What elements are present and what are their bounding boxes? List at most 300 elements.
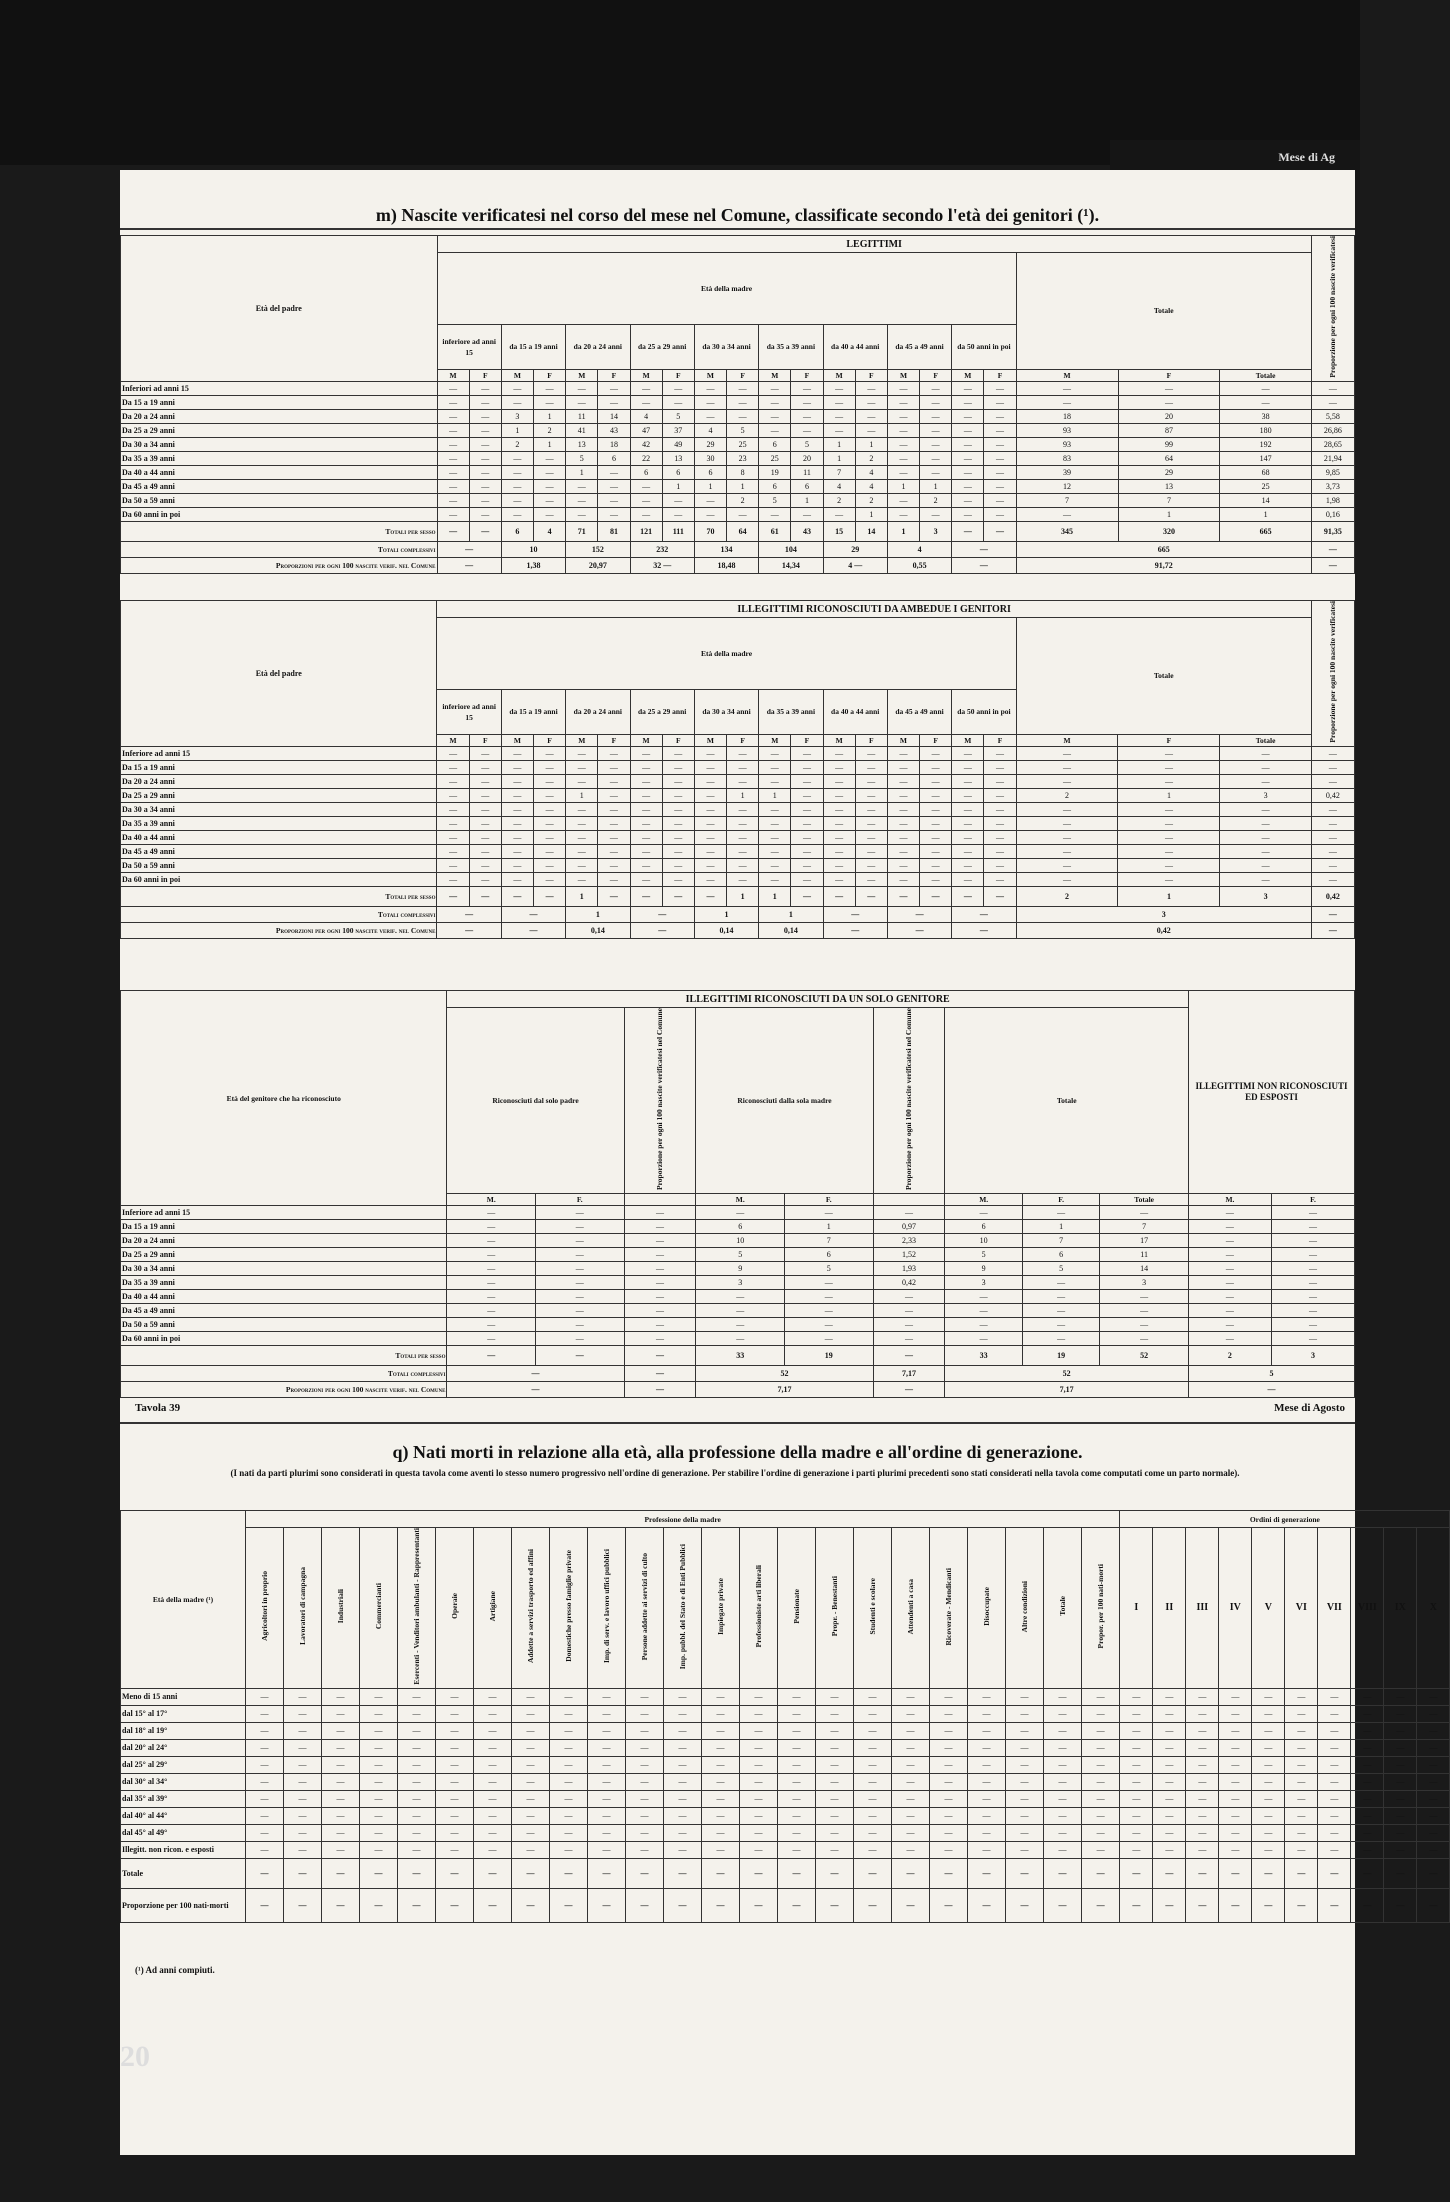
sex-f-header: F (791, 369, 823, 381)
cell: — (784, 1206, 873, 1220)
cell: 49 (662, 437, 694, 451)
cell: — (1188, 1290, 1271, 1304)
table-row (121, 1318, 1355, 1332)
sex-f-header: F (855, 734, 887, 746)
cell-dash: — (1417, 1807, 1450, 1824)
prop-label: Proporzione per ogni 100 nascite verificatesi nel Comune (655, 1008, 665, 1190)
cell: 1 (501, 423, 533, 437)
cell: 15 (823, 521, 855, 541)
cell-dash: — (664, 1688, 702, 1705)
cell: — (1118, 872, 1220, 886)
cell-dash: — (284, 1739, 322, 1756)
cell: — (1118, 395, 1220, 409)
cell-dash: — (892, 1790, 930, 1807)
cell: — (920, 802, 952, 816)
cell: — (437, 395, 469, 409)
cell-dash: — (778, 1756, 816, 1773)
cell-dash: — (474, 1807, 512, 1824)
cell-dash: — (322, 1807, 360, 1824)
mother-age-header: da 20 a 24 anni (566, 689, 630, 734)
cell: — (694, 844, 726, 858)
profession-header (778, 1528, 816, 1689)
cell-dash: — (1044, 1807, 1082, 1824)
sex-f-header: F (598, 369, 630, 381)
cell: — (501, 844, 533, 858)
eta-madre-header: Età della madre (437, 618, 1016, 690)
cell: — (791, 423, 823, 437)
cell: 22 (630, 451, 662, 465)
cell: — (624, 1304, 696, 1318)
cell: — (823, 922, 887, 938)
cell: — (1311, 802, 1354, 816)
table-row (121, 872, 1355, 886)
cell: — (501, 906, 565, 922)
cell: 0,42 (873, 1276, 945, 1290)
cell: — (437, 493, 469, 507)
cell-dash: — (1384, 1841, 1417, 1858)
table-row (121, 1290, 1355, 1304)
cell: — (784, 1304, 873, 1318)
cell-dash: — (1153, 1841, 1186, 1858)
cell: — (534, 479, 566, 493)
order-header: III (1186, 1528, 1219, 1689)
cell: — (469, 465, 501, 479)
row-label: Da 50 a 59 anni (121, 1318, 447, 1332)
cell-dash: — (1219, 1722, 1252, 1739)
sex-f-header: F (727, 369, 759, 381)
cell: — (1220, 760, 1311, 774)
cell-dash: — (246, 1790, 284, 1807)
cell-dash: — (398, 1722, 436, 1739)
cell-dash: — (1082, 1858, 1120, 1888)
cell: — (952, 557, 1016, 573)
sex-m-header: M (694, 369, 726, 381)
profession-label: Industriali (336, 1589, 345, 1624)
cell: — (952, 381, 984, 395)
cell-dash: — (1006, 1858, 1044, 1888)
cell: — (952, 395, 984, 409)
cell-dash: — (664, 1722, 702, 1739)
cell: 10 (501, 541, 565, 557)
cell-dash: — (1219, 1807, 1252, 1824)
proportions-row (121, 922, 1355, 938)
cell-dash: — (1351, 1807, 1384, 1824)
cell: — (662, 493, 694, 507)
cell: — (1188, 1382, 1354, 1398)
cell-dash: — (1252, 1756, 1285, 1773)
cell: — (534, 381, 566, 395)
cell-dash: — (398, 1807, 436, 1824)
row-label: Da 40 a 44 anni (121, 465, 438, 479)
cell: — (1100, 1318, 1189, 1332)
cell-dash: — (1044, 1888, 1082, 1922)
cell: 68 (1220, 465, 1311, 479)
cell: — (566, 872, 598, 886)
cell: — (952, 816, 984, 830)
cell-dash: — (1082, 1722, 1120, 1739)
cell: — (1220, 746, 1311, 760)
sex-f-header: F (984, 369, 1016, 381)
cell: — (566, 507, 598, 521)
cell-dash: — (474, 1722, 512, 1739)
cell-dash: — (1082, 1773, 1120, 1790)
cell: 6 (662, 465, 694, 479)
cell-dash: — (1351, 1841, 1384, 1858)
proporzione-col-header (1311, 236, 1354, 382)
row-label: Inferiori ad anni 15 (121, 381, 438, 395)
cell-dash: — (550, 1705, 588, 1722)
cell: — (566, 816, 598, 830)
cell-dash: — (1285, 1790, 1318, 1807)
cell: — (727, 858, 759, 872)
cell-dash: — (778, 1705, 816, 1722)
sex-f-header: F (469, 734, 501, 746)
cell-dash: — (360, 1824, 398, 1841)
table-nati-morti (120, 1510, 1450, 1923)
cell: — (952, 493, 984, 507)
cell: — (501, 830, 533, 844)
cell-dash: — (246, 1756, 284, 1773)
cell-dash: — (436, 1790, 474, 1807)
cell-dash: — (1219, 1858, 1252, 1888)
cell: 3 (1220, 788, 1311, 802)
cell-dash: — (474, 1824, 512, 1841)
proportions-row (121, 1382, 1355, 1398)
totals-overall-row (121, 906, 1355, 922)
profession-label: Ricoverate - Mendicanti (944, 1567, 953, 1646)
cell: 1 (855, 507, 887, 521)
mother-age-header: da 25 a 29 anni (630, 689, 694, 734)
cell-dash: — (246, 1773, 284, 1790)
cell: — (694, 830, 726, 844)
cell: — (437, 409, 469, 423)
cell: — (784, 1290, 873, 1304)
cell-dash: — (740, 1841, 778, 1858)
cell-dash: — (360, 1858, 398, 1888)
cell: — (855, 816, 887, 830)
table-row (121, 1304, 1355, 1318)
row-label: Da 25 a 29 anni (121, 423, 438, 437)
sex-f-header: F (598, 734, 630, 746)
cell: — (630, 760, 662, 774)
cell: — (727, 872, 759, 886)
order-header: V (1252, 1528, 1285, 1689)
cell: — (501, 886, 533, 906)
cell: — (662, 395, 694, 409)
cell-dash: — (436, 1705, 474, 1722)
cell: 665 (1220, 521, 1311, 541)
cell-dash: — (550, 1722, 588, 1739)
sex-f-header: F (662, 369, 694, 381)
profession-label: Disoccupate (982, 1586, 991, 1626)
cell: 0,55 (887, 557, 951, 573)
cell-dash: — (1120, 1790, 1153, 1807)
cell-dash: — (1120, 1705, 1153, 1722)
sex-f-header: F (662, 734, 694, 746)
cell-dash: — (702, 1739, 740, 1756)
cell-dash: — (284, 1688, 322, 1705)
cell: 43 (598, 423, 630, 437)
cell: — (501, 493, 533, 507)
cell: 20 (791, 451, 823, 465)
cell-dash: — (512, 1756, 550, 1773)
sex-m-header: M (501, 734, 533, 746)
cell: 0,14 (566, 922, 630, 938)
row-label: Illegitt. non ricon. e esposti (121, 1841, 246, 1858)
cell: 29 (1118, 465, 1220, 479)
cell: — (501, 381, 533, 395)
cell: 1 (1220, 507, 1311, 521)
cell-dash: — (436, 1722, 474, 1739)
cell: — (759, 395, 791, 409)
row-label: Da 35 a 39 anni (121, 1276, 447, 1290)
profession-header (664, 1528, 702, 1689)
cell-dash: — (588, 1722, 626, 1739)
cell: — (1220, 816, 1311, 830)
cell: — (1220, 844, 1311, 858)
cell-dash: — (1384, 1722, 1417, 1739)
cell: 64 (727, 521, 759, 541)
cell-dash: — (968, 1739, 1006, 1756)
cell: 37 (662, 423, 694, 437)
cell: — (791, 816, 823, 830)
eta-genitore-header: Età del genitore che ha riconosciuto (121, 991, 447, 1206)
cell: 1 (920, 479, 952, 493)
cell: — (952, 886, 984, 906)
cell-dash: — (474, 1858, 512, 1888)
cell: 7 (1022, 1234, 1099, 1248)
cell: — (566, 802, 598, 816)
cell: — (437, 423, 469, 437)
cell: 1 (1118, 507, 1220, 521)
cell-dash: — (892, 1807, 930, 1824)
cell-dash: — (512, 1688, 550, 1705)
cell: 3 (501, 409, 533, 423)
cell-dash: — (360, 1739, 398, 1756)
cell-dash: — (1318, 1739, 1351, 1756)
cell: 20,97 (566, 557, 630, 573)
cell: — (823, 788, 855, 802)
cell-dash: — (322, 1722, 360, 1739)
table-row (121, 409, 1355, 423)
cell-dash: — (1252, 1841, 1285, 1858)
cell-dash: — (1351, 1705, 1384, 1722)
cell: — (536, 1304, 625, 1318)
cell-dash: — (626, 1705, 664, 1722)
eta-madre-header: Età della madre (¹) (121, 1511, 246, 1689)
cell: — (920, 381, 952, 395)
cell-dash: — (664, 1888, 702, 1922)
cell: 21,94 (1311, 451, 1354, 465)
sex-m-header: M (630, 369, 662, 381)
mother-age-header: da 45 a 49 anni (887, 689, 951, 734)
cell: — (759, 830, 791, 844)
cell: — (630, 816, 662, 830)
cell: 1 (727, 479, 759, 493)
cell: — (920, 395, 952, 409)
cell-dash: — (816, 1773, 854, 1790)
profession-label: Propor. per 100 nati-morti (1096, 1564, 1106, 1649)
cell: — (501, 788, 533, 802)
cell-dash: — (1417, 1841, 1450, 1858)
cell: — (598, 816, 630, 830)
cell: — (855, 788, 887, 802)
cell: — (945, 1304, 1022, 1318)
cell-dash: — (1417, 1756, 1450, 1773)
cell-dash: — (588, 1773, 626, 1790)
cell-dash: — (1351, 1888, 1384, 1922)
cell-dash: — (1044, 1756, 1082, 1773)
cell: — (694, 493, 726, 507)
cell: — (984, 381, 1016, 395)
cell-dash: — (816, 1722, 854, 1739)
cell-dash: — (702, 1773, 740, 1790)
cell: — (624, 1276, 696, 1290)
cell: — (501, 760, 533, 774)
totals-by-sex-label: Totali per sesso (121, 886, 437, 906)
cell-dash: — (1186, 1807, 1219, 1824)
cell-dash: — (1153, 1888, 1186, 1922)
cell: — (536, 1290, 625, 1304)
cell: — (536, 1346, 625, 1366)
cell-dash: — (740, 1756, 778, 1773)
row-label: dal 30° al 34° (121, 1773, 246, 1790)
cell: 320 (1118, 521, 1220, 541)
cell: — (1022, 1276, 1099, 1290)
cell: 3 (920, 521, 952, 541)
row-label: Da 35 a 39 anni (121, 451, 438, 465)
cell: — (536, 1206, 625, 1220)
sex-f-header: F (534, 734, 566, 746)
cell: — (598, 479, 630, 493)
cell: — (727, 844, 759, 858)
cell: — (823, 746, 855, 760)
cell-dash: — (1219, 1824, 1252, 1841)
sub-header: F. (1022, 1194, 1099, 1206)
cell: — (630, 844, 662, 858)
table-illegittimi-ambedue (120, 600, 1355, 939)
cell-dash: — (740, 1688, 778, 1705)
cell: — (534, 816, 566, 830)
cell: — (536, 1234, 625, 1248)
cell: — (536, 1318, 625, 1332)
cell-dash: — (1351, 1756, 1384, 1773)
cell-dash: — (588, 1790, 626, 1807)
cell: 5 (759, 493, 791, 507)
cell: — (855, 830, 887, 844)
cell: 2,33 (873, 1234, 945, 1248)
cell-dash: — (1285, 1888, 1318, 1922)
cell: 345 (1016, 521, 1118, 541)
cell: — (823, 858, 855, 872)
table-row (121, 507, 1355, 521)
cell: — (1016, 872, 1118, 886)
cell-dash: — (702, 1858, 740, 1888)
cell: — (952, 507, 984, 521)
mother-age-header: da 35 a 39 anni (759, 689, 823, 734)
cell-dash: — (664, 1739, 702, 1756)
cell: — (855, 746, 887, 760)
cell: — (823, 409, 855, 423)
cell: 1 (727, 788, 759, 802)
cell-dash: — (740, 1705, 778, 1722)
cell-dash: — (512, 1739, 550, 1756)
cell: 3 (1100, 1276, 1189, 1290)
cell: — (437, 746, 469, 760)
sex-m-header: M (566, 734, 598, 746)
sex-m-header: M (952, 734, 984, 746)
cell-dash: — (1006, 1756, 1044, 1773)
cell: — (624, 1318, 696, 1332)
sex-m-header: M (630, 734, 662, 746)
cell: — (624, 1262, 696, 1276)
cell: — (823, 816, 855, 830)
cell: — (887, 774, 919, 788)
cell-dash: — (1318, 1858, 1351, 1888)
profession-header (854, 1528, 892, 1689)
cell: — (598, 830, 630, 844)
cell: 104 (759, 541, 823, 557)
profession-label: Operaie (450, 1593, 459, 1620)
profession-label: Studenti e scolare (868, 1578, 877, 1635)
cell-dash: — (1044, 1841, 1082, 1858)
cell: — (630, 858, 662, 872)
cell: 8 (727, 465, 759, 479)
sex-m-header: M (566, 369, 598, 381)
totals-overall-label: Totali complessivi (121, 1366, 447, 1382)
cell: — (501, 816, 533, 830)
cell: 32 — (630, 557, 694, 573)
cell: — (984, 395, 1016, 409)
cell-dash: — (1285, 1841, 1318, 1858)
cell: — (952, 409, 984, 423)
cell-dash: — (1384, 1739, 1417, 1756)
cell-dash: — (550, 1756, 588, 1773)
cell: — (534, 788, 566, 802)
cell: — (501, 465, 533, 479)
cell: — (534, 507, 566, 521)
cell: 10 (696, 1234, 785, 1248)
cell: — (855, 802, 887, 816)
cell: 87 (1118, 423, 1220, 437)
profession-header (322, 1528, 360, 1689)
cell: 4 (630, 409, 662, 423)
row-label: dal 20° al 24° (121, 1739, 246, 1756)
cell: — (1271, 1262, 1354, 1276)
cell: — (887, 507, 919, 521)
cell-dash: — (968, 1773, 1006, 1790)
cell: — (984, 409, 1016, 423)
cell: 9 (696, 1262, 785, 1276)
cell: — (501, 479, 533, 493)
cell: — (1118, 381, 1220, 395)
cell: — (437, 886, 469, 906)
cell: — (727, 760, 759, 774)
cell: 4 — (823, 557, 887, 573)
cell-dash: — (1153, 1722, 1186, 1739)
profession-label: Altre condizioni (1020, 1580, 1029, 1632)
cell-dash: — (778, 1824, 816, 1841)
row-label: Da 30 a 34 anni (121, 802, 437, 816)
row-label: dal 40° al 44° (121, 1807, 246, 1824)
cell: — (727, 816, 759, 830)
cell: — (694, 802, 726, 816)
cell: — (1100, 1304, 1189, 1318)
cell-dash: — (436, 1807, 474, 1824)
cell: — (447, 1290, 536, 1304)
cell: — (534, 886, 566, 906)
cell: — (1311, 395, 1354, 409)
